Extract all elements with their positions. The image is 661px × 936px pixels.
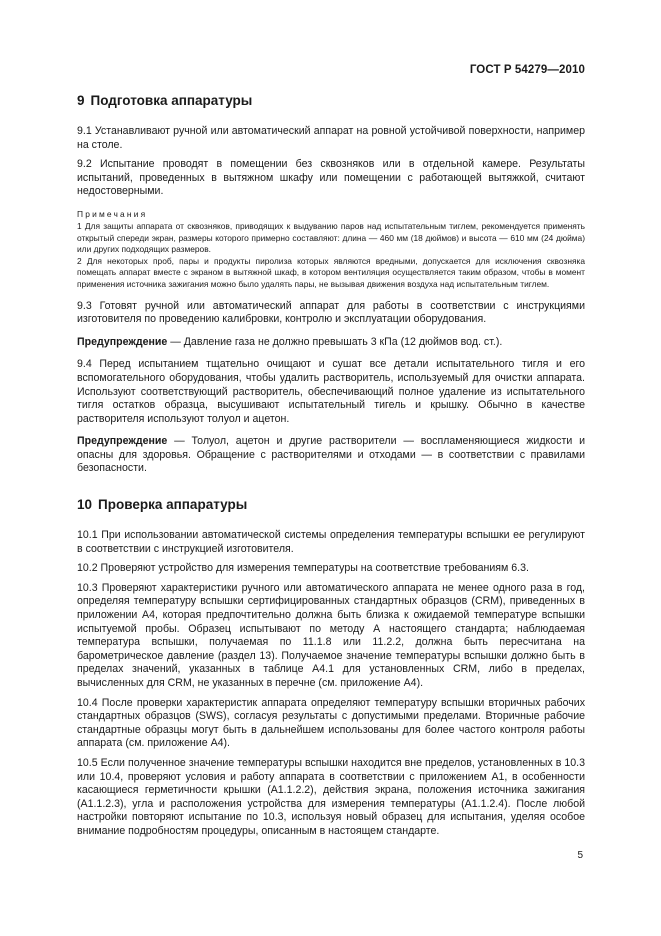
note-2: 2 Для некоторых проб, пары и продукты пиролиза которых являются вредными, допускается для исключения сквозняка помещать аппарат вместе с экраном в вытяжной шкаф, в котором вентиляция осуществляется таким образом, чтобы в момент применения источника зажигания можно было удалять пары, не вызывая движения воздуха над испытательным тиглем. — [77, 255, 585, 289]
warning-1 — [77, 336, 585, 350]
warning-text: — Давление газа не должно превышать 3 кПа (12 дюймов вод. ст.). — [167, 335, 503, 348]
page-number: 5 — [577, 850, 583, 861]
section-number: 10 — [77, 497, 93, 513]
paragraph-9-3: 9.3 Готовят ручной или автоматический аппарат для работы в соответствии с инструкциями изготовителя по проведению калибровки, контролю и эксплуатации оборудования. — [77, 299, 585, 326]
section-title: Проверка аппаратуры — [98, 497, 248, 513]
warning-label: Предупреждение — [77, 435, 168, 448]
document-code: ГОСТ Р 54279—2010 — [469, 64, 585, 76]
paragraph-9-1: 9.1 Устанавливают ручной или автоматический аппарат на ровной устойчивой поверхности, например на столе. — [77, 125, 585, 151]
paragraph-10-2: 10.2 Проверяют устройство для измерения температуры на соответствие требованиям 6.3. — [77, 562, 529, 575]
section-number: 9 — [77, 93, 85, 108]
note-1: 1 Для защиты аппарата от сквозняков, приводящих к выдуванию паров над испытательным тиглем, рекомендуется применять открытый спереди экран, размеры которого примерно составляют: длина — 460 мм (18 дюймов) и высота — 610 мм (24 дюйма) или других подходящих размеров. — [77, 220, 585, 255]
paragraph-9-2: 9.2 Испытание проводят в помещении без сквозняков или в отдельной камере. Результаты испытаний, проведенных в вытяжном шкафу или помещении с работающей вытяжкой, считают недостоверными. — [77, 158, 585, 198]
paragraph-10-4: 10.4 После проверки характеристик аппарата определяют температуру вспышки вторичных рабочих стандартных образцов (SWS), согласуя результаты с допустимыми пределами. Вторичные рабочие стандартные образцы могут быть в дальнейшем использованы для более частого контроля работы аппарата (см. приложение А4). — [77, 696, 585, 750]
page-content — [77, 92, 585, 839]
paragraph-10-5: 10.5 Если полученное значение температуры вспышки находится вне пределов, установленных в 10.3 или 10.4, проверяют условия и работу аппарата в соответствии с приложением А1, в особенности касающиеся герметичности крышки (А1.1.2.2), действия экрана, положения источника зажигания (А1.1.2.3), угла и расположения устройства для измерения температуры (А1.1.2.4). После любой настройки повторяют испытание по 10.3, используя новый образец для испытания, уделяя особое внимание подробностям процедуры, описанным в настоящем стандарте. — [77, 756, 585, 837]
section-title: Подготовка аппаратуры — [90, 93, 253, 108]
paragraph-9-4: 9.4 Перед испытанием тщательно очищают и сушат все детали испытательного тигля и его вспомогательного оборудования, чтобы удалить растворитель, используемый для очистки аппарата. Используют соответствующий растворитель, обеспечивающий полное удаление из испытательного тигля остатков образца, высушивают испытательный тигель и крышку. Обычно в качестве растворителя используют толуол и ацетон. — [77, 358, 585, 425]
notes-title: Примечания — [77, 208, 148, 219]
section-heading-10 — [77, 496, 585, 514]
paragraph-10-1: 10.1 При использовании автоматической системы определения температуры вспышки ее регулируют в соответствии с инструкцией изготовителя. — [77, 529, 585, 555]
section-heading-9 — [77, 92, 585, 110]
warning-2 — [77, 435, 585, 476]
warning-label: Предупреждение — [77, 335, 168, 348]
paragraph-10-3: 10.3 Проверяют характеристики ручного или автоматического аппарата не менее одного раза в год, определяя температуру вспышки сертифицированных стандартных образцов (CRM), приведенных в приложении А4, которая предпочтительно должна быть близка к ожидаемой температуре вспышки испытуемой пробы. Образец испытывают по методу А настоящего стандарта; наблюдаемая температура вспышки, получаемая по 11.1.8 или 11.2.2, должна быть пересчитана на барометрическое давление (раздел 13). Получаемое значение температуры вспышки должно быть в пределах значений, указанных в таблице А4.1 для установленных CRM, либо в пределах, вычисленных для CRM, не указанных в перечне (см. приложение А4). — [77, 581, 585, 689]
warning-text: — Толуол, ацетон и другие растворители — воспламеняющиеся жидкости и опасны для здоровья. Обращение с растворителями и отходами — в соответствии с правилами безопасности. — [77, 435, 585, 475]
